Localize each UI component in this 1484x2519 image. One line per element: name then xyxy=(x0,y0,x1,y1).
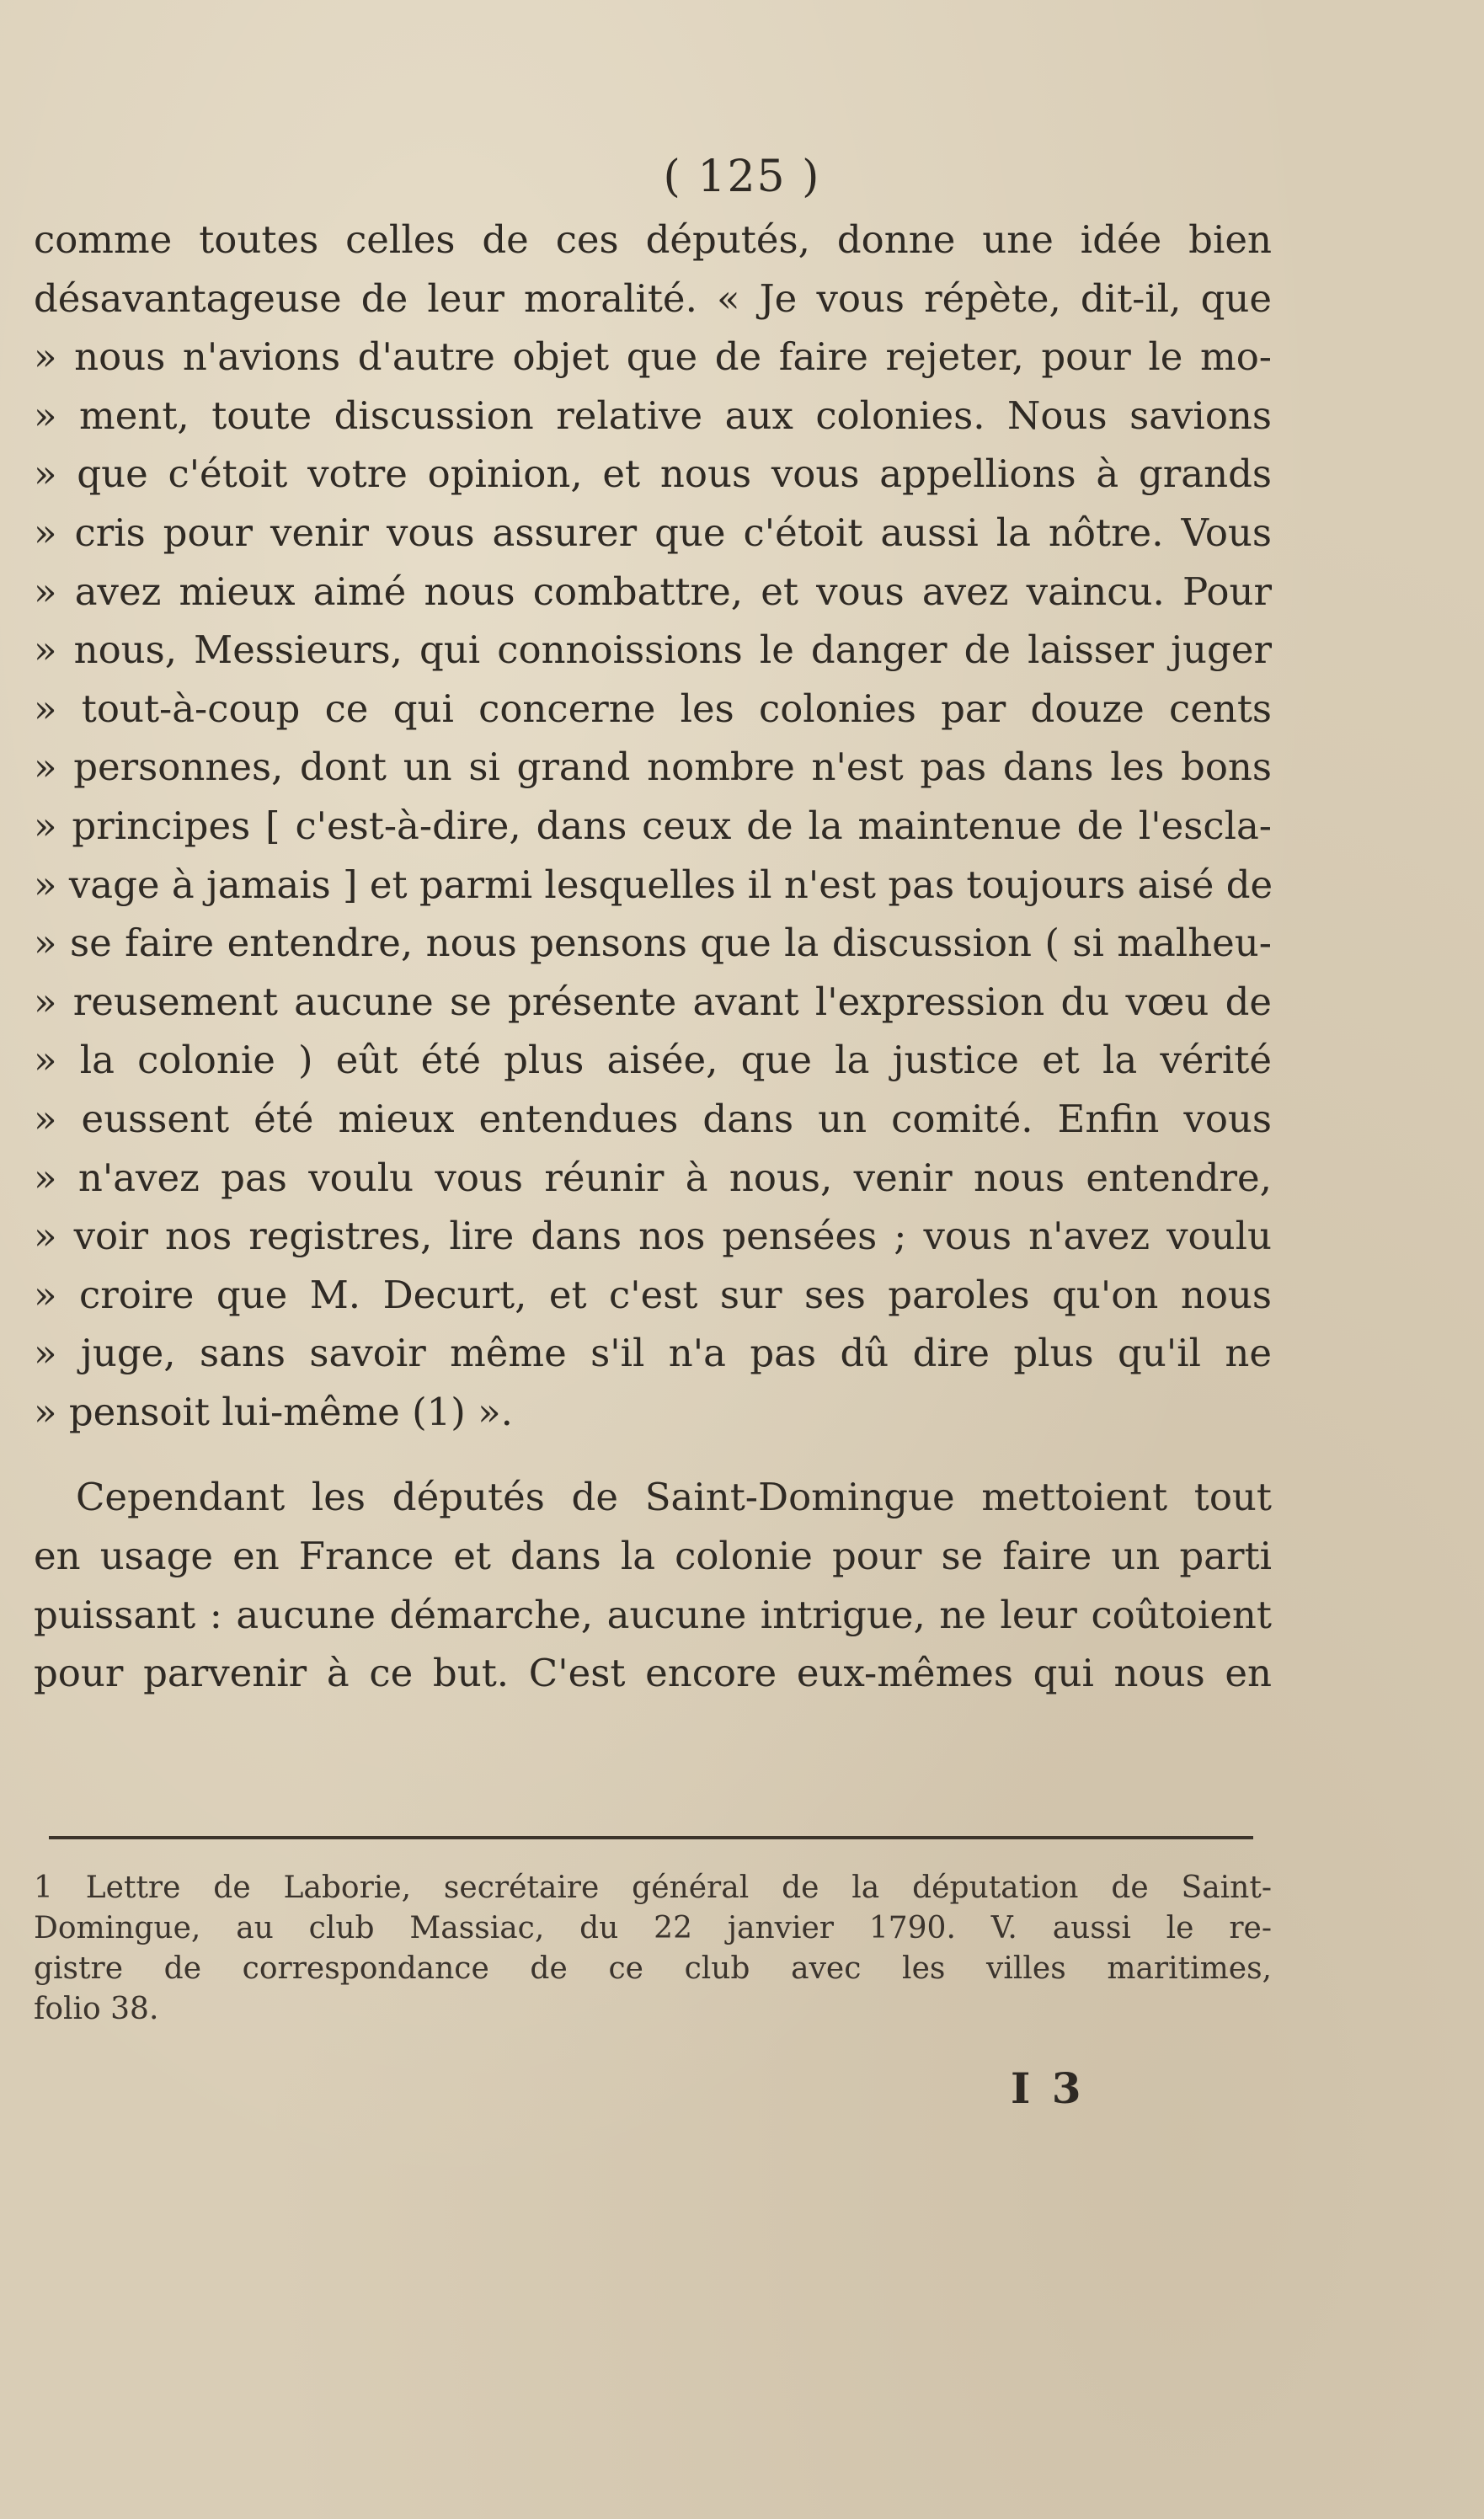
text-line: » principes [ c'est-à-dire, dans ceux de la maintenue de l'escla- xyxy=(34,803,1272,848)
text-line: comme toutes celles de ces députés, donne une idée bien xyxy=(34,217,1272,262)
text-line: Cependant les députés de Saint-Domingue mettoient tout xyxy=(76,1475,1272,1520)
page-number: ( 125 ) xyxy=(663,152,821,202)
footnote-rule xyxy=(49,1836,1253,1839)
text-line: » personnes, dont un si grand nombre n'est pas dans les bons xyxy=(34,744,1272,790)
text-line: » cris pour venir vous assurer que c'étoit aussi la nôtre. Vous xyxy=(34,510,1272,555)
text-line: » que c'étoit votre opinion, et nous vous appellions à grands xyxy=(34,451,1272,497)
signature-mark: I 3 xyxy=(1011,2063,1085,2113)
text-line: » vage à jamais ] et parmi lesquelles il n'est pas toujours aisé de xyxy=(34,862,1273,907)
text-line: » voir nos registres, lire dans nos pensées ; vous n'avez voulu xyxy=(34,1214,1272,1259)
text-line: » eussent été mieux entendues dans un comité. Enfin vous xyxy=(34,1096,1272,1141)
text-line: » pensoit lui-même (1) ». xyxy=(34,1389,513,1434)
text-line: » avez mieux aimé nous combattre, et vous avez vaincu. Pour xyxy=(34,568,1272,614)
text-line: pour parvenir à ce but. C'est encore eux-mêmes qui nous en xyxy=(34,1651,1272,1696)
text-line: » n'avez pas voulu vous réunir à nous, venir nous entendre, xyxy=(34,1155,1272,1200)
paragraph-gap xyxy=(34,1441,1272,1468)
text-line: en usage en France et dans la colonie pour se faire un parti xyxy=(34,1534,1272,1579)
text-line: puissant : aucune démarche, aucune intrigue, ne leur coûtoient xyxy=(34,1592,1272,1637)
text-line: » reusement aucune se présente avant l'expression du vœu de xyxy=(34,979,1272,1024)
text-line: » nous n'avions d'autre objet que de faire rejeter, pour le mo- xyxy=(34,334,1272,380)
footnote-line: folio 38. xyxy=(34,1992,159,2026)
main-text xyxy=(34,211,1272,1703)
text-line: » se faire entendre, nous pensons que la discussion ( si malheu- xyxy=(34,921,1272,966)
text-line: » juge, sans savoir même s'il n'a pas dû dire plus qu'il ne xyxy=(34,1331,1272,1376)
text-line: » la colonie ) eût été plus aisée, que la justice et la vérité xyxy=(34,1038,1272,1083)
text-line: » croire que M. Decurt, et c'est sur ses paroles qu'on nous xyxy=(34,1272,1272,1317)
text-line: » nous, Messieurs, qui connoissions le danger de laisser juger xyxy=(34,627,1272,673)
footnote xyxy=(34,1868,1272,2030)
footnote-line: Domingue, au club Massiac, du 22 janvier 1790. V. aussi le re- xyxy=(34,1911,1272,1945)
footnote-line: 1 Lettre de Laborie, secrétaire général de la députation de Saint- xyxy=(34,1871,1272,1905)
text-line: désavantageuse de leur moralité. « Je vous répète, dit-il, que xyxy=(34,275,1272,321)
text-line: » tout-à-coup ce qui concerne les colonies par douze cents xyxy=(34,686,1272,731)
text-line: » ment, toute discussion relative aux colonies. Nous savions xyxy=(34,392,1272,438)
footnote-line: gistre de correspondance de ce club avec les villes maritimes, xyxy=(34,1951,1272,1986)
